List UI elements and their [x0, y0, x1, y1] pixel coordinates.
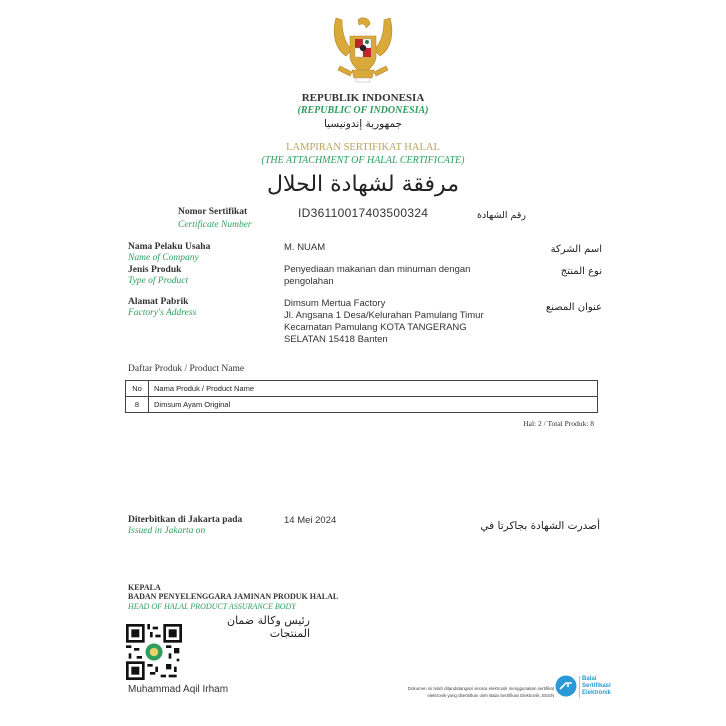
bsre-logo-text-line3: Elektronik [582, 690, 612, 696]
header-no: No [126, 381, 149, 397]
factory-address-label-ar: عنوان المصنع [545, 302, 602, 313]
issued-label: Diterbitkan di Jakarta pada [128, 515, 243, 525]
certificate-number-label: Nomor Sertifikat [178, 207, 248, 217]
product-type-label: Jenis Produk [128, 265, 182, 275]
certificate-number-label-ar: رقم الشهادة [477, 210, 526, 221]
bsre-logo-divider [579, 676, 580, 698]
qr-code [126, 624, 182, 680]
factory-address-line2: Jl. Angsana 1 Desa/Kelurahan Pamulang Timur [284, 310, 484, 321]
certificate-number-label-en: Certificate Number [178, 220, 252, 230]
signatory-name: Muhammad Aqil Irham [128, 684, 229, 695]
table-row [126, 397, 598, 413]
product-name: Dimsum Ayam Original [149, 397, 598, 413]
company-name-label: Nama Pelaku Usaha [128, 242, 211, 252]
product-type-value-line2: pengolahan [284, 276, 334, 287]
bsre-logo-icon [555, 675, 577, 697]
signatory-title2: BADAN PENYELENGGARA JAMINAN PRODUK HALAL [128, 592, 339, 601]
certificate-number-value: ID36110017403500324 [298, 206, 429, 220]
e-signature-disclaimer-line1: Dokumen ini telah ditandatangani secara elektronik menggunakan sertifikat [407, 686, 554, 691]
signatory-title-ar: رئيس وكالة ضمان المنتجات [227, 614, 310, 640]
product-type-label-en: Type of Product [128, 276, 189, 286]
document-title-en: (THE ATTACHMENT OF HALAL CERTIFICATE) [261, 155, 465, 166]
header-product-name: Nama Produk / Product Name [149, 381, 598, 397]
bsre-logo-text-line2: Sertifikasi [582, 683, 611, 689]
page-total-info: Hal: 2 / Total Produk: 8 [523, 419, 594, 428]
product-type-value-line1: Penyediaan makanan dan minuman dengan [284, 264, 471, 275]
issued-date: 14 Mei 2024 [284, 515, 337, 526]
factory-address-line3: Kecamatan Pamulang KOTA TANGERANG [284, 322, 467, 333]
issued-label-en: Issued in Jakarta on [128, 526, 206, 536]
product-list-title: Daftar Produk / Product Name [128, 364, 245, 374]
factory-address-label: Alamat Pabrik [128, 297, 189, 307]
signatory-title1: KEPALA [128, 583, 161, 592]
product-table-header [126, 381, 598, 397]
signatory-title-en: HEAD OF HALAL PRODUCT ASSURANCE BODY [128, 602, 296, 611]
bsre-logo-text [582, 676, 611, 697]
country-name-ar: جمهورية إندونيسيا [323, 118, 403, 130]
factory-address-label-en: Factory's Address [128, 308, 197, 318]
country-name-id: REPUBLIK INDONESIA [301, 92, 425, 104]
factory-address-line1: Dimsum Mertua Factory [284, 298, 386, 309]
product-no: 8 [126, 397, 149, 413]
e-signature-disclaimer-line2: elektronik yang diterbitkan oleh Balai Sertifikasi Elektronik, BSSN [427, 693, 554, 698]
country-name-en: (REPUBLIC OF INDONESIA) [297, 105, 429, 116]
company-name-value: M. NUAM [284, 242, 326, 253]
garuda-emblem [328, 14, 398, 86]
document-title-ar: مرفقة لشهادة الحلال [267, 172, 459, 197]
product-type-label-ar: نوع المنتج [560, 266, 602, 277]
issued-label-ar: أصدرت الشهادة بجاكرتا في [480, 520, 600, 532]
factory-address-line4: SELATAN 15418 Banten [284, 334, 388, 345]
product-table [125, 380, 598, 413]
bsre-logo-text-line1: Balai [582, 676, 597, 682]
company-name-label-en: Name of Company [128, 253, 199, 263]
company-name-label-ar: اسم الشركة [550, 244, 602, 255]
document-title-id: LAMPIRAN SERTIFIKAT HALAL [286, 142, 440, 153]
